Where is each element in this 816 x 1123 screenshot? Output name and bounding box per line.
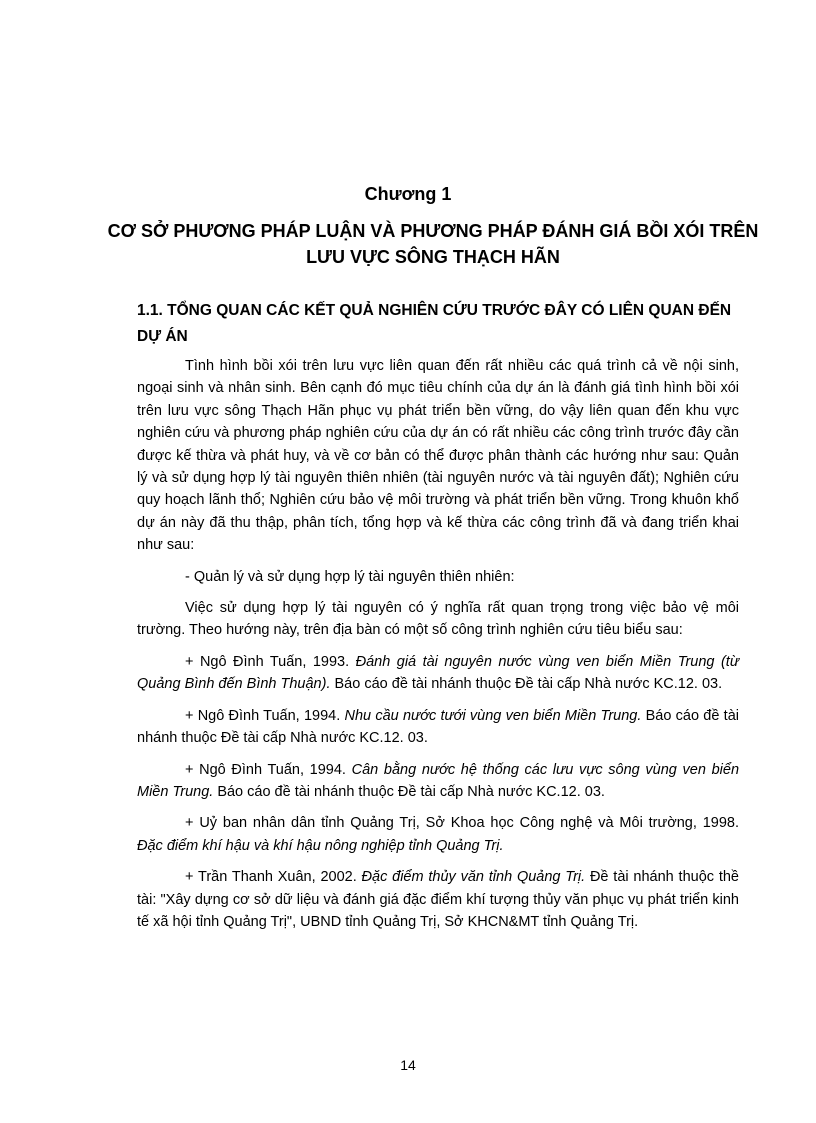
reference-title: Nhu cầu nước tưới vùng ven biển Miền Trung. [344, 707, 642, 724]
reference-title: Cân bằng nước hệ thống các lưu vực sông vùng ven biển Miền Trung. [137, 761, 740, 800]
reference-author: + Ngô Đình Tuấn, 1994. [185, 707, 345, 724]
paragraph-lead: Việc sử dụng hợp lý tài nguyên có ý nghĩa rất quan trọng trong việc bảo vệ môi trường. Theo hướng này, trên địa bàn có một số công trình nghiên cứu tiêu biểu sau: [137, 600, 739, 639]
page-number: 14 [400, 1057, 416, 1073]
chapter-title: CƠ SỞ PHƯƠNG PHÁP LUẬN VÀ PHƯƠNG PHÁP ĐÁNH GIÁ BỒI XÓI TRÊN LƯU VỰC SÔNG THẠCH HÃN [107, 221, 759, 267]
reference-source: Báo cáo đề tài nhánh thuộc Đề tài cấp Nhà nước KC.12. 03. [137, 707, 739, 747]
reference-author: + Trần Thanh Xuân, 2002. [185, 869, 362, 886]
reference-source: Đề tài nhánh thuộc thề tài: "Xây dựng cơ sở dữ liệu và đánh giá đặc điểm khí tượng thủy văn phục vụ phát triển kinh tế xã hội tỉnh Quảng Trị", UBND tỉnh Quảng Trị, Sở KHCN&MT tỉnh Quảng Trị. [137, 869, 739, 930]
reference-author: + Ngô Đình Tuấn, 1994. [185, 761, 352, 778]
paragraph-intro: Tình hình bồi xói trên lưu vực liên quan đến rất nhiều các quá trình cả về nội sinh, ngoại sinh và nhân sinh. Bên cạnh đó mục tiêu chính của dự án là đánh giá tình hình bồi xói trên lưu vực sông Thạch Hãn phục vụ phát triển bền vững, do vậy liên quan đến khu vực nghiên cứu và phương pháp nghiên cứu của dự án có rất nhiều các công trình trước đây cần được kế thừa và phát huy, và về cơ bản có thể được phân thành các hướng như sau: Quản lý và sử dụng hợp lý tài nguyên thiên nhiên (tài nguyên nước và tài nguyên đất); Nghiên cứu quy hoạch lãnh thổ; Nghiên cứu bảo vệ môi trường và phát triển bền vững. Trong khuôn khổ dự án này đã thu thập, phân tích, tổng hợp và kế thừa các công trình đã và đang triển khai như sau: [137, 358, 739, 554]
reference-title: Đặc điểm thủy văn tỉnh Quảng Trị. [361, 869, 586, 886]
reference-item [137, 705, 739, 750]
reference-item [137, 651, 739, 696]
reference-item [137, 759, 739, 804]
reference-source: Báo cáo đề tài nhánh thuộc Đề tài cấp Nhà nước KC.12. 03. [330, 676, 723, 693]
section-heading: 1.1. TỔNG QUAN CÁC KẾT QUẢ NGHIÊN CỨU TRƯỚC ĐÂY CÓ LIÊN QUAN ĐẾN DỰ ÁN [137, 302, 732, 345]
reference-title: Đánh giá tài nguyên nước vùng ven biển Miền Trung (từ Quảng Bình đến Bình Thuận). [137, 653, 740, 693]
reference-author: + Ngô Đình Tuấn, 1993. [185, 653, 356, 670]
reference-author: + Uỷ ban nhân dân tỉnh Quảng Trị, Sở Khoa học Công nghệ và Môi trường, 1998. [185, 815, 739, 832]
reference-source: Báo cáo đề tài nhánh thuộc Đề tài cấp Nhà nước KC.12. 03. [213, 783, 605, 800]
body-text [137, 355, 739, 942]
reference-item [137, 812, 739, 857]
reference-title: Đặc điểm khí hậu và khí hậu nông nghiệp tỉnh Quảng Trị. [137, 837, 504, 854]
reference-item [137, 866, 739, 933]
paragraph-topic: - Quản lý và sử dụng hợp lý tài nguyên thiên nhiên: [185, 568, 515, 585]
chapter-number: Chương 1 [364, 184, 452, 204]
